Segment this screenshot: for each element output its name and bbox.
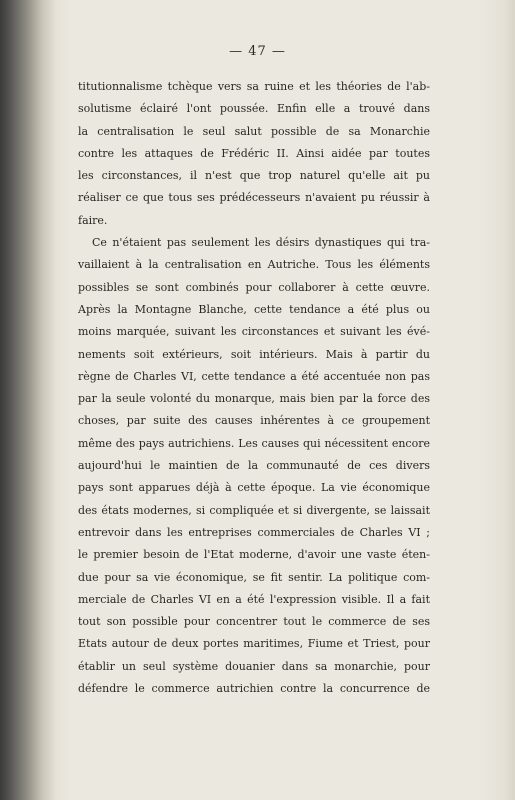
text-line: pays sont apparues déjà à cette époque. La vie économique [78,481,430,495]
text-line: possibles se sont combinés pour collaborer à cette œuvre. [78,280,430,294]
text-line: faire. [78,213,108,227]
text-line: choses, par suite des causes inhérentes à ce groupement [78,414,430,428]
text-line: règne de Charles VI, cette tendance a été accentuée non pas [78,369,430,383]
text-line: réaliser ce que tous ses prédécesseurs n'avaient pu réussir à [78,191,430,205]
text-line: les circonstances, il n'est que trop naturel qu'elle ait pu [78,169,430,183]
text-line: tout son possible pour concentrer tout le commerce de ses [78,615,430,629]
text-line: défendre le commerce autrichien contre la concurrence de [78,682,430,696]
text-line: titutionnalisme tchèque vers sa ruine et les théories de l'ab- [78,80,430,93]
body-text [78,76,430,700]
text-line: par la seule volonté du monarque, mais bien par la force des [78,392,430,406]
text-line: merciale de Charles VI en a été l'expression visible. Il a fait [78,592,430,606]
text-line: aujourd'hui le maintien de la communauté de ces divers [78,459,430,473]
text-line: entrevoir dans les entreprises commerciales de Charles VI ; [78,525,430,539]
paragraph-2 [78,232,430,700]
text-line: moins marquée, suivant les circonstances et suivant les évé- [78,325,430,339]
text-line: le premier besoin de l'Etat moderne, d'avoir une vaste éten- [78,548,430,562]
text-line: établir un seul système douanier dans sa monarchie, pour [78,659,430,673]
text-line: nements soit extérieurs, soit intérieurs. Mais à partir du [78,347,430,361]
text-line: même des pays autrichiens. Les causes qui nécessitent encore [78,436,430,450]
text-line: contre les attaques de Frédéric II. Ainsi aidée par toutes [78,146,430,160]
page-number: — 47 — [229,44,286,59]
text-line: vaillaient à la centralisation en Autriche. Tous les éléments [78,258,430,272]
text-line: Ce n'étaient pas seulement les désirs dynastiques qui tra- [92,236,430,250]
text-line: la centralisation le seul salut possible de sa Monarchie [78,124,430,138]
text-line: des états modernes, si compliquée et si divergente, se laissait [78,503,430,517]
text-line: due pour sa vie économique, se fit sentir. La politique com- [78,570,430,584]
paragraph-1 [78,76,430,232]
text-line: Après la Montagne Blanche, cette tendance a été plus ou [78,302,430,316]
text-line: Etats autour de deux portes maritimes, Fiume et Triest, pour [78,637,430,651]
text-line: solutisme éclairé l'ont poussée. Enfin elle a trouvé dans [78,102,430,116]
